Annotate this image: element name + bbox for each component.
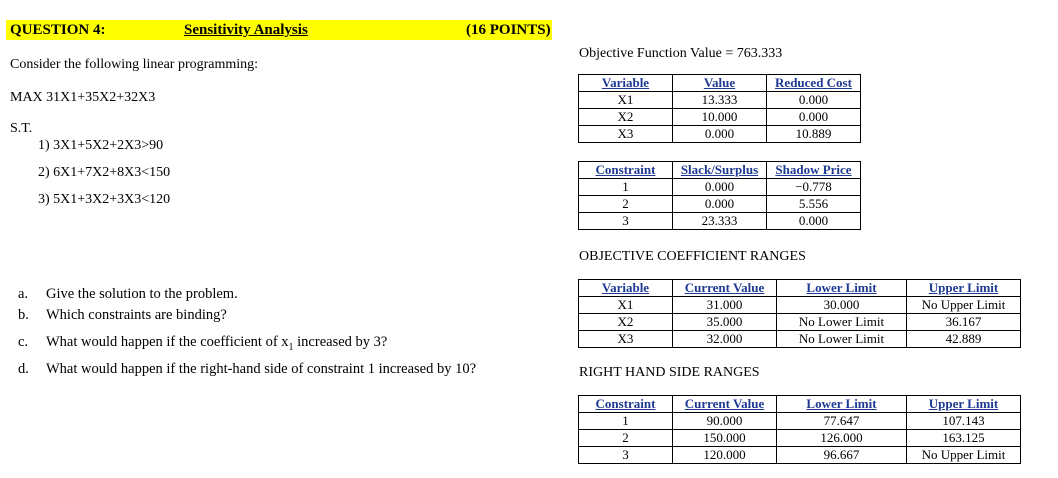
table-cell: 126.000 [777, 430, 907, 447]
table-cell: 150.000 [673, 430, 777, 447]
table-row [579, 297, 1021, 314]
table-cell: 0.000 [767, 92, 861, 109]
question-text: What would happen if the coefficient of x [46, 334, 289, 350]
table-cell: 0.000 [673, 126, 767, 143]
question-d [18, 360, 476, 378]
table-cell: 120.000 [673, 447, 777, 464]
question-number: QUESTION 4: [10, 22, 106, 38]
table-cell: 32.000 [673, 331, 777, 348]
table-header: Constraint [579, 396, 673, 413]
table-cell: 35.000 [673, 314, 777, 331]
table-cell: X1 [579, 92, 673, 109]
question-text: What would happen if the right-hand side of constraint 1 increased by 10? [46, 361, 477, 377]
table-cell: No Lower Limit [777, 331, 907, 348]
variables-table [578, 74, 861, 143]
question-text: Give the solution to the problem. [46, 286, 238, 302]
table-header: Reduced Cost [767, 75, 861, 92]
table-cell: 1 [579, 179, 673, 196]
table-cell: 163.125 [907, 430, 1021, 447]
table-row [579, 314, 1021, 331]
table-header: Constraint [579, 162, 673, 179]
objective-function: MAX 31X1+35X2+32X3 [10, 90, 156, 105]
question-text-tail: increased by 3? [293, 334, 388, 350]
table-header: Current Value [673, 396, 777, 413]
table-cell: 10.889 [767, 126, 861, 143]
rhs-ranges-title: RIGHT HAND SIDE RANGES [579, 365, 760, 380]
table-header: Variable [579, 280, 673, 297]
constraint-1: 1) 3X1+5X2+2X3>90 [38, 138, 164, 153]
question-label: a. [18, 286, 29, 302]
question-label: b. [18, 307, 29, 323]
table-row [579, 213, 861, 230]
table-cell: X2 [579, 314, 673, 331]
question-label: c. [18, 334, 29, 350]
table-row [579, 179, 861, 196]
question-points: (16 POINTS) [466, 22, 551, 38]
table-header: Value [673, 75, 767, 92]
constraint-3: 3) 5X1+3X2+3X3<120 [38, 192, 171, 207]
table-header: Lower Limit [777, 396, 907, 413]
subject-to: S.T. [10, 121, 33, 136]
table-row [579, 196, 861, 213]
table-row [579, 413, 1021, 430]
table-cell: 42.889 [907, 331, 1021, 348]
objective-value: Objective Function Value = 763.333 [579, 46, 783, 61]
question-c [18, 333, 387, 357]
table-header: Variable [579, 75, 673, 92]
table-cell: No Lower Limit [777, 314, 907, 331]
table-cell: X3 [579, 331, 673, 348]
question-b [18, 306, 227, 324]
table-cell: 77.647 [777, 413, 907, 430]
constraint-2: 2) 6X1+7X2+8X3<150 [38, 165, 171, 180]
table-cell: 107.143 [907, 413, 1021, 430]
table-header: Current Value [673, 280, 777, 297]
table-cell: X2 [579, 109, 673, 126]
table-header: Upper Limit [907, 280, 1021, 297]
question-a [18, 285, 238, 303]
question-text: Which constraints are binding? [46, 307, 227, 323]
table-cell: 0.000 [673, 179, 767, 196]
constraints-table [578, 161, 861, 230]
table-cell: 96.667 [777, 447, 907, 464]
question-subscript: 1 [288, 341, 294, 353]
question-topic: Sensitivity Analysis [184, 22, 308, 38]
table-row [579, 126, 861, 143]
table-header: Upper Limit [907, 396, 1021, 413]
table-header: Slack/Surplus [673, 162, 767, 179]
table-header: Lower Limit [777, 280, 907, 297]
objective-ranges-title: OBJECTIVE COEFFICIENT RANGES [579, 249, 806, 264]
table-row [579, 331, 1021, 348]
rhs-ranges-table [578, 395, 1021, 464]
table-cell: 1 [579, 413, 673, 430]
table-cell: 3 [579, 447, 673, 464]
table-cell: 36.167 [907, 314, 1021, 331]
table-cell: 10.000 [673, 109, 767, 126]
table-cell: 0.000 [767, 213, 861, 230]
table-cell: 5.556 [767, 196, 861, 213]
objective-ranges-table [578, 279, 1021, 348]
table-cell: X3 [579, 126, 673, 143]
table-cell: −0.778 [767, 179, 861, 196]
table-cell: 0.000 [673, 196, 767, 213]
table-cell: 0.000 [767, 109, 861, 126]
table-row [579, 430, 1021, 447]
table-header: Shadow Price [767, 162, 861, 179]
table-row [579, 447, 1021, 464]
table-row [579, 92, 861, 109]
table-cell: 3 [579, 213, 673, 230]
table-cell: 23.333 [673, 213, 767, 230]
table-cell: No Upper Limit [907, 297, 1021, 314]
table-cell: 31.000 [673, 297, 777, 314]
table-cell: 90.000 [673, 413, 777, 430]
table-cell: 2 [579, 196, 673, 213]
problem-intro: Consider the following linear programming: [10, 57, 259, 72]
table-row [579, 109, 861, 126]
table-cell: No Upper Limit [907, 447, 1021, 464]
question-label: d. [18, 361, 29, 377]
table-cell: 30.000 [777, 297, 907, 314]
table-cell: X1 [579, 297, 673, 314]
table-cell: 2 [579, 430, 673, 447]
table-cell: 13.333 [673, 92, 767, 109]
